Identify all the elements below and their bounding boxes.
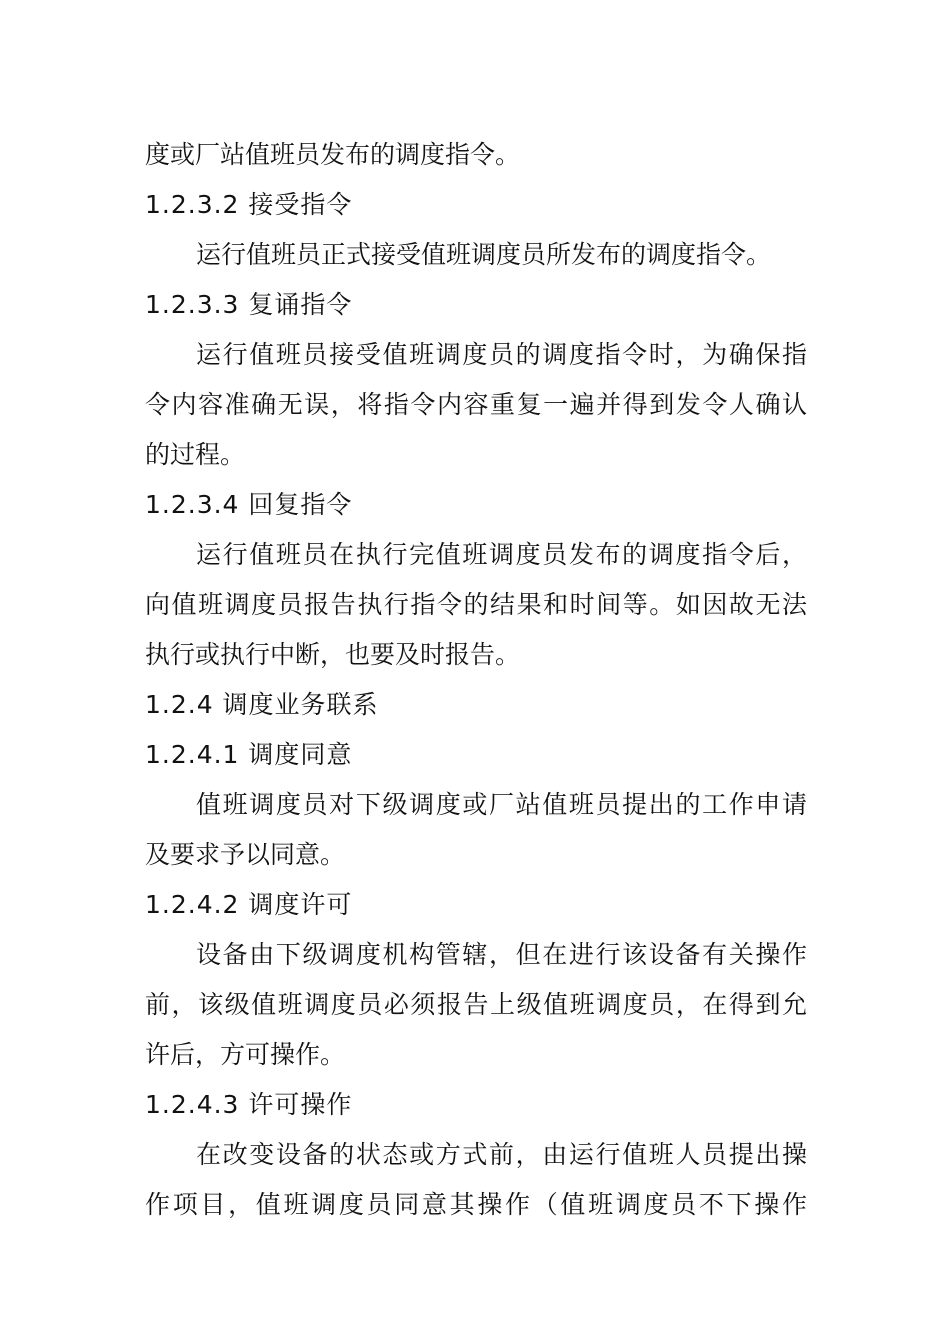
document-body — [145, 130, 807, 1230]
text-line: 前，该级值班调度员必须报告上级值班调度员，在得到允 — [145, 990, 807, 1019]
section-heading-1-2-4: 1.2.4 调度业务联系 — [145, 690, 379, 719]
text-line: 令内容准确无误，将指令内容重复一遍并得到发令人确认 — [145, 390, 807, 419]
text-line: 度或厂站值班员发布的调度指令。 — [145, 140, 521, 169]
paragraph-first-line: 运行值班员正式接受值班调度员所发布的调度指令。 — [196, 240, 772, 269]
section-heading-1-2-4-3: 1.2.4.3 许可操作 — [145, 1090, 353, 1119]
section-heading-1-2-3-2: 1.2.3.2 接受指令 — [145, 190, 353, 219]
paragraph-first-line: 在改变设备的状态或方式前，由运行值班人员提出操 — [196, 1140, 807, 1169]
text-line: 向值班调度员报告执行指令的结果和时间等。如因故无法 — [145, 590, 807, 619]
text-line: 许后，方可操作。 — [145, 1040, 346, 1069]
paragraph-first-line: 值班调度员对下级调度或厂站值班员提出的工作申请 — [196, 790, 807, 819]
text-line: 及要求予以同意。 — [145, 840, 346, 869]
text-line: 作项目，值班调度员同意其操作（值班调度员不下操作 — [145, 1190, 807, 1219]
section-heading-1-2-3-3: 1.2.3.3 复诵指令 — [145, 290, 353, 319]
section-heading-1-2-4-2: 1.2.4.2 调度许可 — [145, 890, 353, 919]
paragraph-first-line: 运行值班员接受值班调度员的调度指令时，为确保指 — [196, 340, 807, 369]
section-heading-1-2-3-4: 1.2.3.4 回复指令 — [145, 490, 353, 519]
text-line: 执行或执行中断，也要及时报告。 — [145, 640, 521, 669]
paragraph-first-line: 设备由下级调度机构管辖，但在进行该设备有关操作 — [196, 940, 807, 969]
paragraph-first-line: 运行值班员在执行完值班调度员发布的调度指令后， — [196, 540, 807, 569]
text-line: 的过程。 — [145, 440, 246, 469]
section-heading-1-2-4-1: 1.2.4.1 调度同意 — [145, 740, 353, 769]
